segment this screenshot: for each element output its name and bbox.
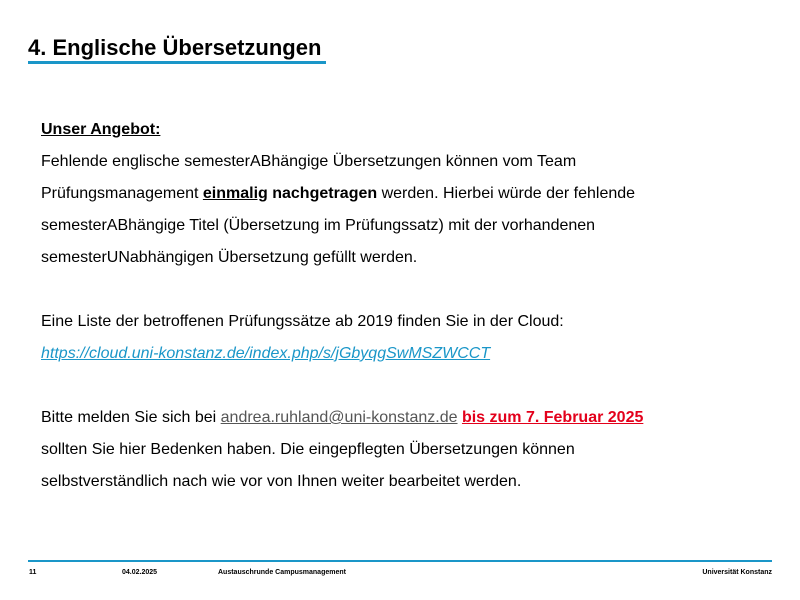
slide-content <box>41 114 781 498</box>
emphasis-nachgetragen: nachgetragen <box>267 185 378 202</box>
offer-line-2 <box>41 178 781 210</box>
footer-university: Universität Konstanz <box>702 569 772 576</box>
footer-event: Austauschrunde Campusmanagement <box>218 569 346 576</box>
contact-line-1 <box>41 402 781 434</box>
email-link[interactable]: andrea.ruhland@uni-konstanz.de <box>220 409 458 426</box>
contact-line-2: sollten Sie hier Bedenken haben. Die eingepflegten Übersetzungen können <box>41 441 575 458</box>
offer-line-2-start: Prüfungsmanagement <box>41 185 203 202</box>
offer-line-2-end: werden. Hierbei würde der fehlende <box>377 185 636 202</box>
cloud-link[interactable]: https://cloud.uni-konstanz.de/index.php/s/jGbyqgSwMSZWCCT <box>41 345 491 362</box>
contact-line-1-start: Bitte melden Sie sich bei <box>41 409 221 426</box>
slide-title: 4. Englische Übersetzungen <box>28 35 322 60</box>
offer-line-1: Fehlende englische semesterABhängige Übersetzungen können vom Team <box>41 153 577 170</box>
cloud-list-text: Eine Liste der betroffenen Prüfungssätze ab 2019 finden Sie in der Cloud: <box>41 313 564 330</box>
emphasis-einmalig: einmalig <box>202 185 268 202</box>
paragraph-spacer <box>41 274 781 306</box>
contact-line-3: selbstverständlich nach wie vor von Ihnen weiter bearbeitet werden. <box>41 473 522 490</box>
title-underline <box>28 61 326 64</box>
paragraph-spacer <box>41 370 781 402</box>
cloud-link-line <box>41 338 781 370</box>
offer-heading: Unser Angebot: <box>41 121 161 138</box>
offer-line-4: semesterUNabhängigen Übersetzung gefüllt werden. <box>41 249 418 266</box>
offer-line-3: semesterABhängige Titel (Übersetzung im Prüfungssatz) mit der vorhandenen <box>41 217 596 234</box>
deadline-text: bis zum 7. Februar 2025 <box>461 409 644 426</box>
footer-page-number: 11 <box>29 569 37 576</box>
footer-divider <box>28 560 772 562</box>
footer-date: 04.02.2025 <box>122 569 158 576</box>
